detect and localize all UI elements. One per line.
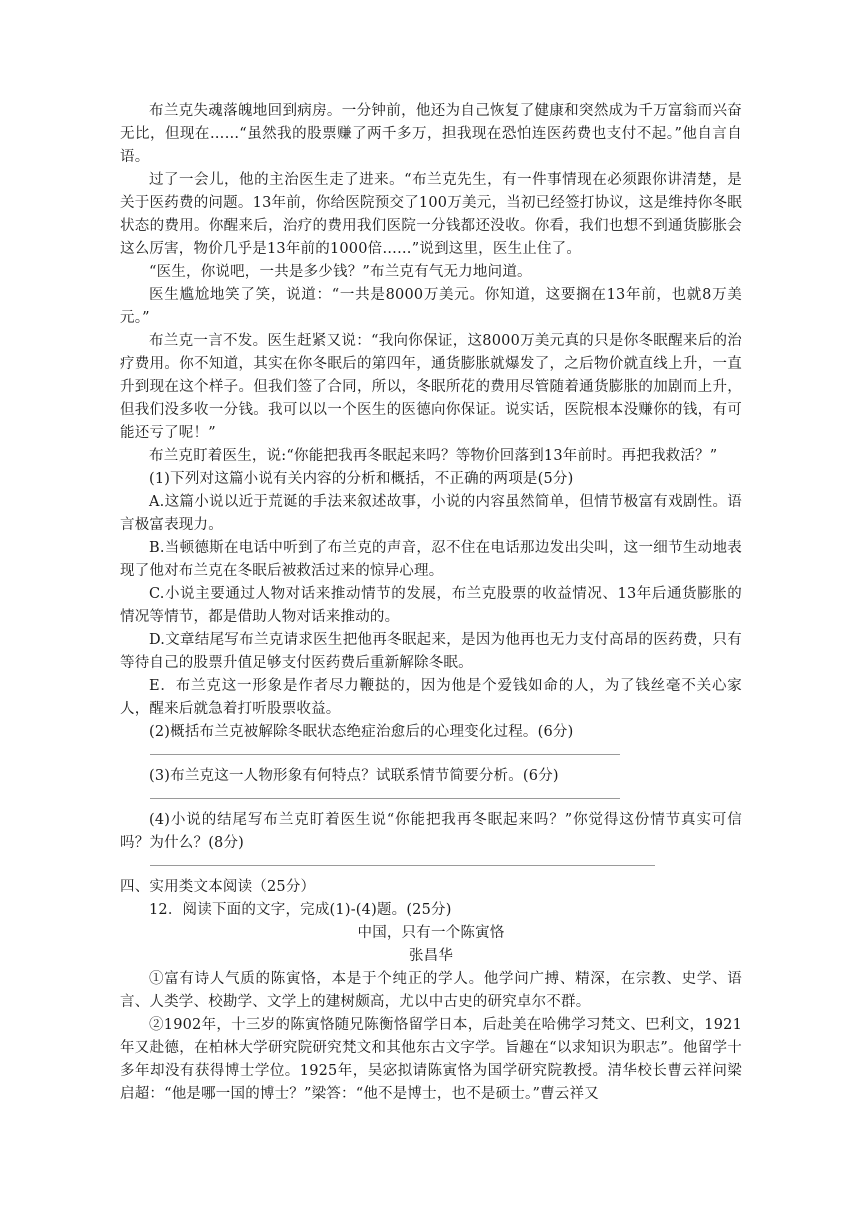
story-paragraph: 布兰克一言不发。医生赶紧又说：“我向你保证，这8000万美元真的只是你冬眠醒来后的治疗费用。你不知道，其实在你冬眠后的第四年，通货膨胀就爆发了，之后物价就直线上升，一直升到现在这个样子。但我们签了合同，所以，冬眠所花的费用尽管随着通货膨胀的加剧而上升，但我们没多收一分钱。我可以以一个医生的医德向你保证。说实话，医院根本没赚你的钱，有可能还亏了呢！” — [120, 333, 742, 441]
story-paragraph: 过了一会儿，他的主治医生走了进来。“布兰克先生，有一件事情现在必须跟你讲清楚，是关于医药费的问题。13年前，你给医院预交了100万美元，当初已经签打协议，这是维持你冬眠状态的费用。你醒来后，治疗的费用我们医院一分钱都还没收。你看，我们也想不到通货膨胀会这么厉害，物价几乎是13年前的1000倍……”说到这里，医生止住了。 — [120, 172, 742, 257]
section-4-heading: 四、实用类文本阅读（25分） — [120, 879, 316, 895]
answer-line-q2 — [150, 754, 620, 755]
answer-line-q3 — [150, 798, 620, 799]
article-title: 中国，只有一个陈寅恪 — [357, 925, 505, 941]
answer-line-q4 — [150, 865, 655, 866]
question-1-option-a: A.这篇小说以近于荒诞的手法来叙述故事，小说的内容虽然简单，但情节极富有戏剧性。语言极富表现力。 — [120, 494, 742, 533]
question-1-stem: (1)下列对这篇小说有关内容的分析和概括，不正确的两项是(5分) — [149, 471, 574, 487]
article-paragraph: ①富有诗人气质的陈寅恪，本是于个纯正的学人。他学问广搏、精深，在宗教、史学、语言、人类学、校勘学、文学上的建树颇高，尤以中古史的研究卓尔不群。 — [120, 971, 742, 1010]
question-3: (3)布兰克这一人物形象有何特点？试联系情节简要分析。(6分) — [149, 768, 559, 784]
question-1-option-c: C.小说主要通过人物对话来推动情节的发展，布兰克股票的收益情况、13年后通货膨胀的情况等情节，都是借助人物对话来推动的。 — [120, 586, 742, 625]
question-1-option-d: D.文章结尾写布兰克请求医生把他再冬眠起来，是因为他再也无力支付高昂的医药费，只有等待自己的股票升值足够支付医药费后重新解除冬眠。 — [120, 632, 742, 671]
question-1-option-b: B.当顿德斯在电话中听到了布兰克的声音，忍不住在电话那边发出尖叫，这一细节生动地表现了他对布兰克在冬眠后被救活过来的惊异心理。 — [120, 540, 742, 579]
question-4: (4)小说的结尾写布兰克盯着医生说“你能把我再冬眠起来吗？”你觉得这份情节真实可信吗？为什么？(8分) — [120, 812, 742, 851]
story-paragraph: “医生，你说吧，一共是多少钱？”布兰克有气无力地问道。 — [149, 264, 532, 280]
question-12-stem: 12．阅读下面的文字，完成(1)-(4)题。(25分) — [149, 902, 452, 918]
story-paragraph: 布兰克盯着医生，说:“你能把我再冬眠起来吗？等物价回落到13年前时。再把我救活？” — [149, 448, 718, 464]
story-paragraph: 医生尴尬地笑了笑，说道：“一共是8000万美元。你知道，这要搁在13年前，也就8万美元。” — [120, 287, 742, 326]
story-paragraph: 布兰克失魂落魄地回到病房。一分钟前，他还为自己恢复了健康和突然成为千万富翁而兴奋无比，但现在……“虽然我的股票赚了两千多万，担我现在恐怕连医药费也支付不起。”他自言自语。 — [120, 103, 742, 165]
question-2: (2)概括布兰克被解除冬眠状态绝症治愈后的心理变化过程。(6分) — [149, 724, 574, 740]
question-1-option-e: E．布兰克这一形象是作者尽力鞭挞的，因为他是个爱钱如命的人，为了钱丝毫不关心家人，醒来后就急着打听股票收益。 — [120, 678, 742, 717]
article-paragraph: ②1902年，十三岁的陈寅恪随兄陈衡恪留学日本，后赴美在哈佛学习梵文、巴利文，1921年又赴德，在柏林大学研究院研究梵文和其他东古文字学。旨趣在“以求知识为职志”。他留学十多年却没有获得博士学位。1925年，吴宓拟请陈寅恪为国学研究院教授。清华校长曹云祥问梁启超：“他是哪一国的博士？”梁答：“他不是博士，也不是硕士。”曹云祥又 — [120, 1017, 742, 1102]
article-author: 张昌华 — [408, 948, 454, 964]
